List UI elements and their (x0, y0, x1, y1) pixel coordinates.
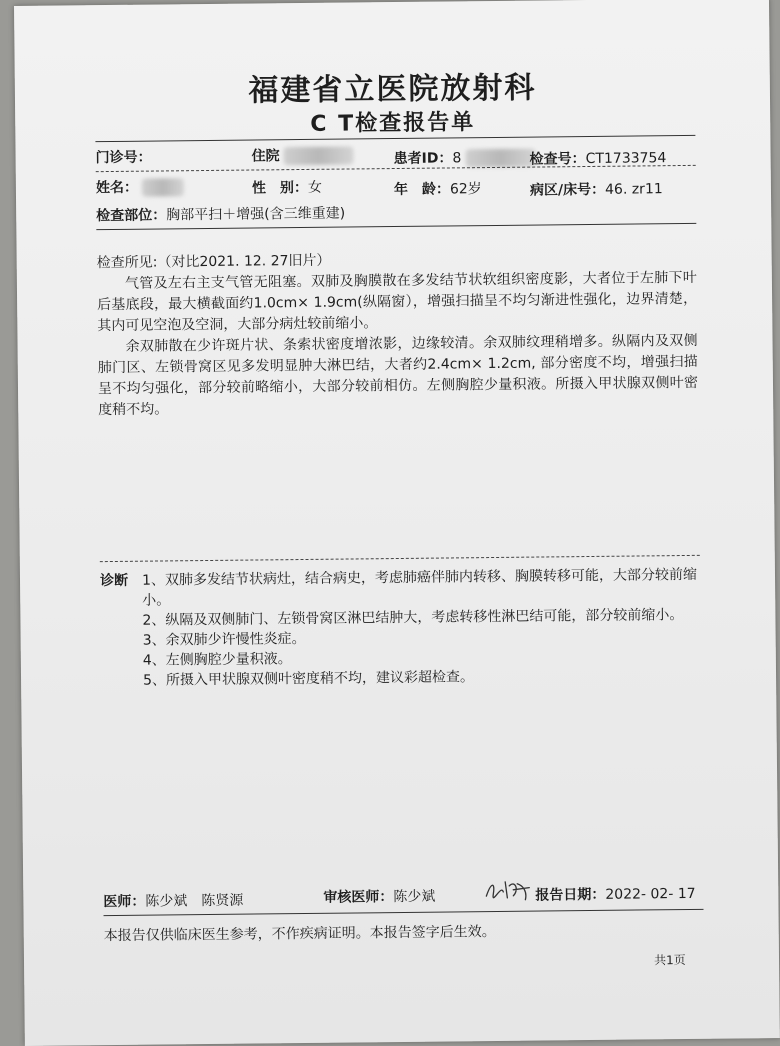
exam-part-value: 胸部平扫＋增强(含三维重建) (166, 205, 346, 224)
name-field (96, 176, 184, 197)
redacted-patient-id (465, 149, 535, 168)
name-label: 姓名： (95, 179, 138, 197)
age-value: 62岁 (449, 181, 482, 198)
age-label: 年 龄： (393, 181, 451, 199)
diagnosis-item: 5、所摄入甲状腺双侧叶密度稍不均，建议彩超检查。 (142, 669, 475, 689)
sex-label: 性 别： (251, 179, 309, 197)
diagnosis-list (142, 565, 701, 691)
reviewer-value: 陈少斌 (393, 888, 436, 906)
doctor-value: 陈少斌 陈贤源 (145, 892, 244, 910)
exam-part-label: 检查部位： (96, 207, 167, 225)
exam-part-field (96, 203, 345, 226)
exam-no-label: 检查号： (529, 151, 586, 168)
report-sheet (14, 0, 780, 1046)
report-title: C T检查报告单 (310, 110, 476, 137)
diagnosis-section (99, 565, 700, 689)
doctor-label: 医师： (103, 893, 146, 911)
diagnosis-item: 2、纵隔及双侧肺门、左锁骨窝区淋巴结肿大，考虑转移性淋巴结可能，部分较前缩小。 (142, 607, 684, 629)
patient-id-partial: 8 (452, 150, 462, 167)
diagnosis-label: 诊断 (99, 572, 129, 590)
patient-id-field (394, 147, 536, 168)
hospital-title: 福建省立医院放射科 (248, 70, 537, 109)
redacted-inpatient-no (283, 146, 353, 165)
reviewer-field (323, 886, 435, 907)
inpatient-label: 住院 (251, 148, 280, 165)
page-count: 共1页 (653, 953, 686, 968)
findings-heading: 检查所见:（对比2021. 12. 27旧片） (96, 252, 331, 272)
findings-paragraph-2: 余双肺散在少许斑片状、条索状密度增浓影，边缘较清。余双肺纹理稍增多。纵隔内及双侧肺门区、左锁骨窝区见多发明显肿大淋巴结，大者约2.4cm× 1.2cm, 部分密度不均，增强扫描呈不均匀强化，部分较前略缩小，大部分较前相仿。左侧胸腔少量积液。所摄入甲状腺双侧叶密度稍不均。 (97, 332, 699, 419)
report-date-label: 报告日期： (535, 886, 606, 904)
findings-paragraph-1: 气管及左右主支气管无阻塞。双肺及胸膜散在多发结节状软组织密度影，大者位于左肺下叶后基底段，最大横截面约1.0cm× 1.9cm(纵隔窗），增强扫描呈不均匀渐进性强化，边界清楚，其内可见空泡及空洞，大部分病灶较前缩小。 (97, 269, 698, 335)
diagnosis-item: 3、余双肺少许慢性炎症。 (142, 630, 306, 649)
redacted-name (142, 178, 184, 196)
ward-label: 病区/床号： (529, 181, 606, 199)
diagnosis-rule (100, 555, 700, 562)
doctor-field (103, 890, 243, 911)
inpatient-field (251, 144, 353, 165)
report-date-field (535, 883, 695, 905)
outpatient-label: 门诊号： (95, 149, 152, 167)
ward-value: 46. zr11 (604, 181, 663, 198)
sex-value: 女 (307, 179, 323, 196)
patient-id-label: 患者ID： (393, 150, 453, 168)
exam-no-value: CT1733754 (585, 150, 667, 168)
diagnosis-item: 1、双肺多发结节状病灶，结合病史，考虑肺癌伴肺内转移、胸膜转移可能，大部分较前缩小。 (141, 566, 697, 609)
handwritten-signature (483, 876, 531, 905)
findings-section (97, 247, 699, 421)
age-field (394, 178, 482, 199)
ward-field (530, 178, 663, 199)
diagnosis-item: 4、左侧胸腔少量积液。 (142, 651, 292, 669)
disclaimer: 本报告仅供临床医生参考，不作疾病证明。本报告签字后生效。 (103, 924, 496, 945)
report-date-value: 2022- 02- 17 (605, 885, 696, 903)
sex-field (252, 177, 322, 198)
reviewer-label: 审核医师： (323, 889, 394, 906)
